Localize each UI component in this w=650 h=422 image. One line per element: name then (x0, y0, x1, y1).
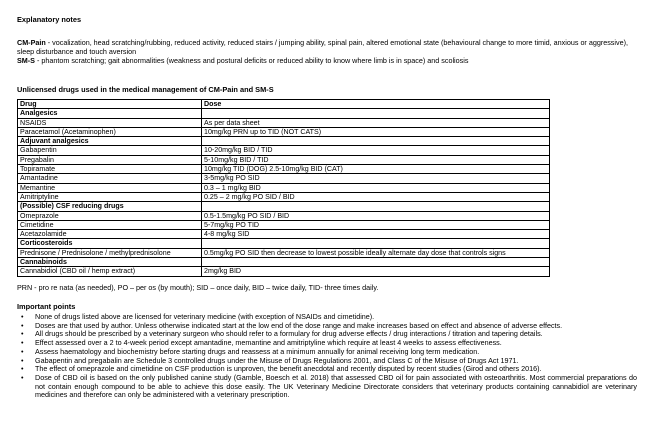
section-dose-cell (202, 137, 550, 146)
drug-table-body (18, 109, 550, 276)
table-row (18, 155, 550, 164)
table-section-row (18, 109, 550, 118)
table-title: Unlicensed drugs used in the medical management of CM-Pain and SM-S (17, 85, 274, 94)
dose-cell: 3-5mg/kg PO SID (202, 174, 550, 183)
cm-pain-description: - vocalization, head scratching/rubbing, reduced activity, reduced stairs / jumping ability, spinal pain, altered emotional state (behavioural change to more timid, anxious or aggressive), sleep disturbance and touch aversion (17, 38, 628, 56)
table-row (18, 127, 550, 136)
table-row (18, 192, 550, 201)
drug-column-header: Drug (18, 100, 202, 109)
section-dose-cell (202, 109, 550, 118)
drug-cell: Cannabidiol (CBD oil / hemp extract) (18, 267, 202, 276)
dose-cell: 4-8 mg/kg SID (202, 230, 550, 239)
explanatory-notes-heading: Explanatory notes (17, 15, 82, 24)
section-label: Analgesics (18, 109, 202, 118)
section-dose-cell (202, 202, 550, 211)
table-row (18, 220, 550, 229)
drug-cell: Memantine (18, 183, 202, 192)
dose-cell: 10mg/kg TID (DOG) 2.5-10mg/kg BID (CAT) (202, 165, 550, 174)
important-point: • All drugs should be prescribed by a veterinary surgeon who should refer to a formulary for drug adverse effects / drug interactions / titration and tapering details. (17, 330, 637, 339)
important-point: • Gabapentin and pregabalin are Schedule 3 controlled drugs under the Misuse of Drugs Regulations 2001, and Class C of the Misuse of Drugs Act 1971. (17, 357, 637, 366)
sm-s-term: SM-S (17, 56, 35, 65)
cm-pain-term: CM-Pain (17, 38, 46, 47)
dose-cell: As per data sheet (202, 118, 550, 127)
table-row (18, 183, 550, 192)
dose-cell: 0.3 – 1 mg/kg BID (202, 183, 550, 192)
important-point: • Dose of CBD oil is based on the only published canine study (Gamble, Boesch et al. 2018) that assessed CBD oil for pain associated with osteoarthritis. Most commercial preparations do not contain enough compound to be able to achieve this dose easily. The UK Veterinary Medicine Directorate considers that veterinary products containing cannabidiol are veterinary medicines and therefore can only be administered with a veterinary prescription. (17, 374, 637, 400)
cm-pain-note (17, 39, 642, 56)
drug-cell: Gabapentin (18, 146, 202, 155)
drug-cell: Omeprazole (18, 211, 202, 220)
drug-cell: Amitriptyline (18, 192, 202, 201)
table-row (18, 118, 550, 127)
drug-cell: Prednisone / Prednisolone / methylprednisolone (18, 248, 202, 257)
drug-cell: Amantadine (18, 174, 202, 183)
drug-cell: NSAIDS (18, 118, 202, 127)
drug-cell: Cimetidine (18, 220, 202, 229)
abbreviations-note: PRN - pro re nata (as needed), PO – per os (by mouth); SID – once daily, BID – twice daily, TID- three times daily. (17, 283, 379, 292)
sm-s-note (17, 57, 642, 66)
table-section-row (18, 239, 550, 248)
table-section-row (18, 202, 550, 211)
section-dose-cell (202, 258, 550, 267)
dose-cell: 2mg/kg BID (202, 267, 550, 276)
important-point: • Effect assessed over a 2 to 4-week period except amantadine, memantine and amitriptyline which require at least 4 weeks to assess effectiveness. (17, 339, 637, 348)
dose-cell: 5-10mg/kg BID / TID (202, 155, 550, 164)
important-point: • Doses are that used by author. Unless otherwise indicated start at the low end of the dose range and make increases based on effect and absence of adverse effects. (17, 322, 637, 331)
table-row (18, 146, 550, 155)
drug-cell: Topiramate (18, 165, 202, 174)
section-label: Adjuvant analgesics (18, 137, 202, 146)
table-header-row (18, 100, 550, 109)
section-label: Corticosteroids (18, 239, 202, 248)
dose-cell: 0.25 – 2 mg/kg PO SID / BID (202, 192, 550, 201)
important-points-heading: Important points (17, 302, 76, 311)
important-point: • The effect of omeprazole and cimetidine on CSF production is unproven, the benefit anecdotal and recently disputed by recent studies (Girod and others 2016). (17, 365, 637, 374)
drug-cell: Pregabalin (18, 155, 202, 164)
section-dose-cell (202, 239, 550, 248)
drug-cell: Paracetamol (Acetaminophen) (18, 127, 202, 136)
table-row (18, 211, 550, 220)
important-point: • None of drugs listed above are licensed for veterinary medicine (with exception of NSAIDs and cimetidine). (17, 313, 637, 322)
dose-column-header: Dose (202, 100, 550, 109)
section-label: (Possible) CSF reducing drugs (18, 202, 202, 211)
drug-cell: Acetazolamide (18, 230, 202, 239)
table-row (18, 267, 550, 276)
dose-cell: 10mg/kg PRN up to TID (NOT CATS) (202, 127, 550, 136)
sm-s-description: - phantom scratching; gait abnormalities (weakness and postural deficits or reduced ability to know where limb is in space) and scoliosis (34, 56, 469, 65)
drug-table (17, 99, 550, 277)
dose-cell: 0.5-1.5mg/kg PO SID / BID (202, 211, 550, 220)
section-label: Cannabinoids (18, 258, 202, 267)
dose-cell: 10-20mg/kg BID / TID (202, 146, 550, 155)
table-section-row (18, 137, 550, 146)
table-section-row (18, 258, 550, 267)
important-points-list (17, 313, 637, 400)
dose-cell: 5-7mg/kg PO TID (202, 220, 550, 229)
table-row (18, 174, 550, 183)
table-row (18, 248, 550, 257)
table-row (18, 230, 550, 239)
table-row (18, 165, 550, 174)
important-point: • Assess haematology and biochemistry before starting drugs and reassess at a minimum annually for animal receiving long term medication. (17, 348, 637, 357)
dose-cell: 0.5mg/kg PO SID then decrease to lowest possible ideally alternate day dose that controls signs (202, 248, 550, 257)
